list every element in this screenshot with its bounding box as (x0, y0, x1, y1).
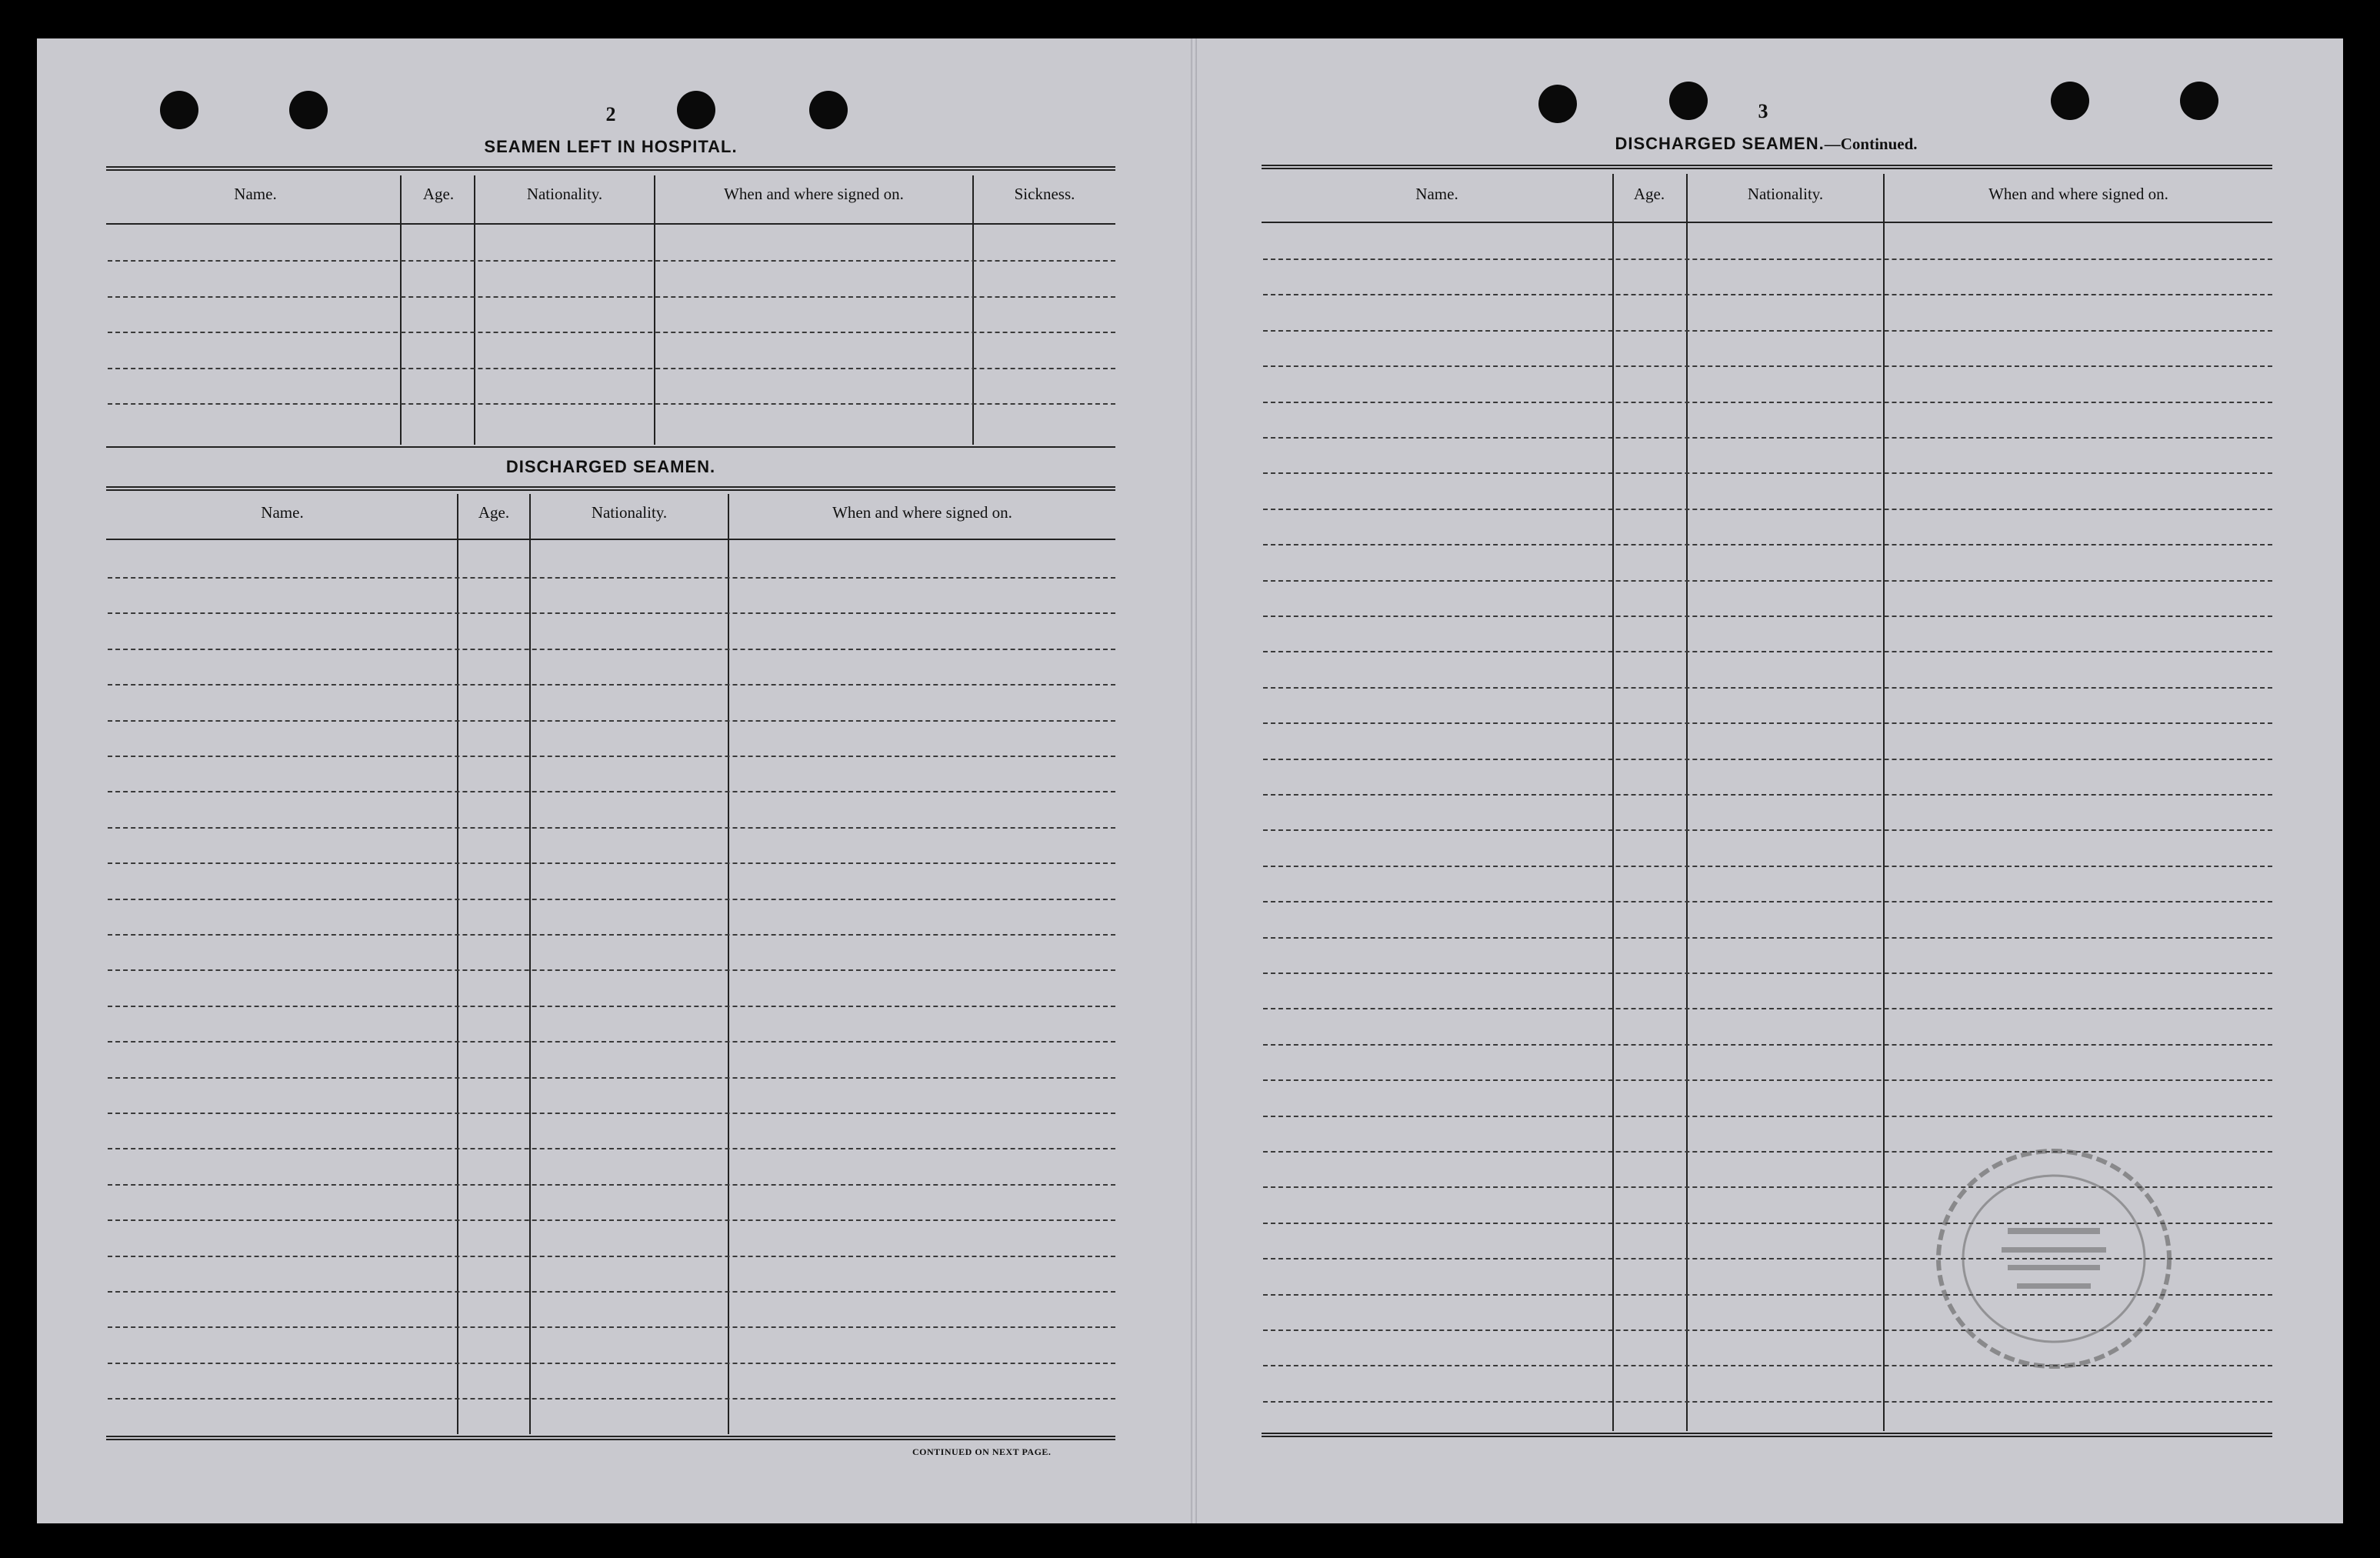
blank-entry-line (108, 260, 1115, 262)
hospital-header-rule (106, 223, 1115, 225)
blank-entry-line (108, 720, 1115, 722)
punch-hole (289, 91, 328, 129)
blank-entry-line (1263, 472, 2272, 474)
punch-hole (1669, 82, 1708, 120)
blank-entry-line (108, 791, 1115, 792)
discharged-bottom-rule (106, 1436, 1115, 1440)
blank-entry-line (1263, 651, 2272, 652)
col-head-nationality: Nationality. (526, 185, 603, 203)
col-head-name: Name. (1415, 185, 1458, 203)
discharged-header-rule (106, 539, 1115, 540)
blank-entry-line (108, 1326, 1115, 1328)
blank-entry-line (108, 969, 1115, 971)
blank-entry-line (108, 684, 1115, 686)
blank-entry-line (1263, 402, 2272, 403)
blank-entry-line (108, 1291, 1115, 1293)
blank-entry-line (108, 368, 1115, 369)
col-head-name: Name. (261, 503, 304, 522)
archive-stamp (1931, 1143, 2177, 1374)
blank-entry-line (1263, 687, 2272, 689)
punch-hole (2180, 82, 2218, 120)
hospital-bottom-rule (106, 446, 1115, 448)
blank-entry-line (1263, 794, 2272, 796)
blank-entry-line (108, 577, 1115, 579)
blank-entry-line (108, 612, 1115, 614)
punch-hole (809, 91, 848, 129)
blank-entry-line (1263, 866, 2272, 867)
blank-entry-line (1263, 580, 2272, 582)
blank-entry-line (1263, 972, 2272, 974)
col-head-age: Age. (478, 503, 510, 522)
blank-entry-line (1263, 437, 2272, 439)
col-head-age: Age. (1633, 185, 1665, 203)
blank-entry-line (1263, 1116, 2272, 1117)
discharged-col-divider (728, 494, 729, 1434)
discharged-continued-title (1615, 134, 1917, 154)
col-head-signed-on: When and where signed on. (1988, 185, 2168, 203)
blank-entry-line (108, 1148, 1115, 1149)
blank-entry-line (1263, 294, 2272, 295)
right-bottom-rule (1262, 1433, 2272, 1437)
blank-entry-line (108, 1363, 1115, 1364)
blank-entry-line (108, 1398, 1115, 1400)
right-title-rule (1262, 165, 2272, 169)
punch-hole (2051, 82, 2089, 120)
discharged-col-divider (529, 494, 531, 1434)
blank-entry-line (108, 934, 1115, 936)
col-head-age: Age. (422, 185, 455, 203)
blank-entry-line (108, 862, 1115, 864)
blank-entry-line (108, 1256, 1115, 1257)
blank-entry-line (1263, 1044, 2272, 1046)
blank-entry-line (108, 403, 1115, 405)
blank-entry-line (108, 1219, 1115, 1221)
right-col-divider (1612, 174, 1614, 1431)
continued-note: CONTINUED ON NEXT PAGE. (912, 1446, 1052, 1457)
col-head-signed-on: When and where signed on. (832, 503, 1012, 522)
punch-hole (677, 91, 715, 129)
blank-entry-line (1263, 937, 2272, 939)
blank-entry-line (1263, 330, 2272, 332)
blank-entry-line (108, 1184, 1115, 1186)
discharged-section-title: DISCHARGED SEAMEN. (505, 457, 716, 476)
blank-entry-line (108, 1113, 1115, 1114)
col-head-sickness: Sickness. (1014, 185, 1075, 203)
discharged-title-text: DISCHARGED SEAMEN. (1615, 134, 1825, 153)
blank-entry-line (108, 756, 1115, 757)
blank-entry-line (1263, 722, 2272, 724)
punch-hole (1538, 85, 1577, 123)
blank-entry-line (1263, 509, 2272, 510)
blank-entry-line (108, 899, 1115, 900)
discharged-col-divider (457, 494, 458, 1434)
blank-entry-line (108, 1077, 1115, 1079)
hospital-title-rule (106, 166, 1115, 171)
blank-entry-line (1263, 759, 2272, 760)
hospital-section-title: SEAMEN LEFT IN HOSPITAL. (484, 137, 738, 156)
blank-entry-line (1263, 259, 2272, 260)
col-head-nationality: Nationality. (1747, 185, 1824, 203)
blank-entry-line (108, 1006, 1115, 1007)
blank-entry-line (1263, 901, 2272, 902)
right-header-rule (1262, 222, 2272, 223)
blank-entry-line (1263, 1008, 2272, 1009)
right-col-divider (1883, 174, 1885, 1431)
col-head-name: Name. (234, 185, 277, 203)
blank-entry-line (108, 827, 1115, 829)
blank-entry-line (1263, 544, 2272, 545)
blank-entry-line (108, 649, 1115, 650)
blank-entry-line (108, 332, 1115, 333)
continued-suffix: —Continued. (1824, 135, 1918, 153)
right-col-divider (1686, 174, 1688, 1431)
blank-entry-line (1263, 829, 2272, 831)
page-number: 2 (605, 103, 616, 125)
page-gutter (1191, 38, 1197, 1523)
discharged-title-rule (106, 486, 1115, 491)
page-number: 3 (1758, 100, 1768, 122)
blank-entry-line (108, 1041, 1115, 1043)
blank-entry-line (108, 296, 1115, 298)
blank-entry-line (1263, 1079, 2272, 1081)
blank-entry-line (1263, 1401, 2272, 1403)
blank-entry-line (1263, 616, 2272, 617)
punch-hole (160, 91, 198, 129)
col-head-signed-on: When and where signed on. (724, 185, 904, 203)
blank-entry-line (1263, 365, 2272, 367)
col-head-nationality: Nationality. (591, 503, 668, 522)
